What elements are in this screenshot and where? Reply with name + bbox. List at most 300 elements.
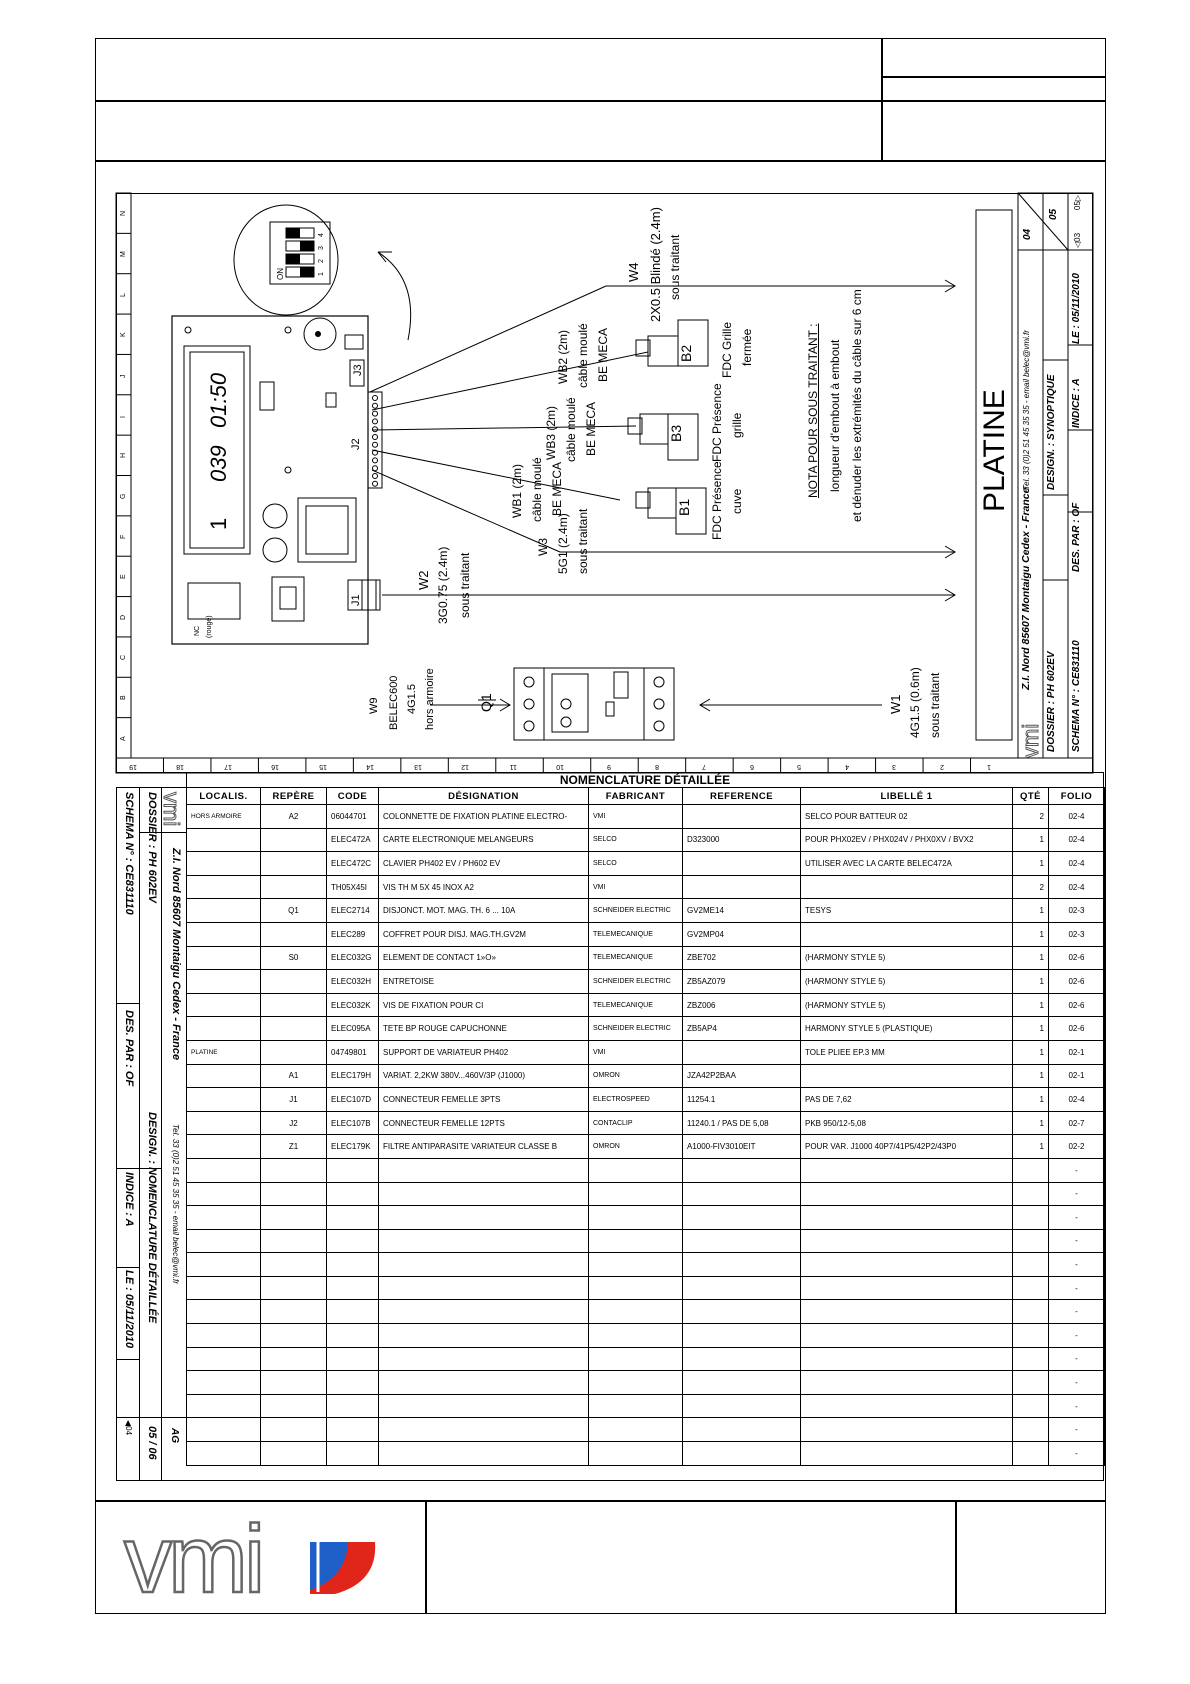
wb3-note: BE MECA bbox=[584, 401, 598, 456]
table-cell bbox=[801, 1229, 1013, 1253]
table-cell bbox=[801, 1418, 1013, 1442]
grid-letter: D bbox=[120, 614, 127, 620]
table-cell bbox=[589, 1418, 683, 1442]
table-cell: HORS ARMOIRE bbox=[187, 805, 261, 829]
table-cell bbox=[683, 1300, 801, 1324]
table-row bbox=[187, 993, 1105, 1017]
table-cell: A1000-FIV3010EIT bbox=[683, 1135, 801, 1159]
table-row bbox=[187, 1135, 1105, 1159]
table-row bbox=[187, 946, 1105, 970]
table-cell: (HARMONY STYLE 5) bbox=[801, 993, 1013, 1017]
table-cell bbox=[801, 875, 1013, 899]
nom-prev: ◀04 bbox=[124, 1420, 133, 1436]
table-cell bbox=[589, 1371, 683, 1395]
table-row bbox=[187, 828, 1105, 852]
table-cell: CARTE ELECTRONIQUE MELANGEURS bbox=[379, 828, 589, 852]
table-row-empty bbox=[187, 1324, 1105, 1348]
table-cell bbox=[379, 1371, 589, 1395]
table-cell: - bbox=[1049, 1371, 1105, 1395]
grid-letter: H bbox=[120, 453, 127, 459]
table-cell bbox=[327, 1158, 379, 1182]
diag-prev: ◁03 bbox=[1073, 232, 1082, 248]
table-cell bbox=[261, 1300, 327, 1324]
column-header: QTÉ bbox=[1013, 788, 1049, 805]
table-cell: (HARMONY STYLE 5) bbox=[801, 946, 1013, 970]
table-cell bbox=[327, 1394, 379, 1418]
table-cell: 1 bbox=[1013, 1111, 1049, 1135]
nc-label: NC bbox=[194, 625, 201, 636]
table-cell bbox=[327, 1229, 379, 1253]
table-cell: - bbox=[1049, 1158, 1105, 1182]
table-cell: ELEC107D bbox=[327, 1088, 379, 1112]
table-cell bbox=[1013, 1347, 1049, 1371]
table-cell bbox=[261, 1324, 327, 1348]
table-cell: ELEC289 bbox=[327, 922, 379, 946]
table-cell bbox=[187, 1064, 261, 1088]
table-cell bbox=[1013, 1206, 1049, 1230]
table-cell: 02-1 bbox=[1049, 1040, 1105, 1064]
grid-number: 2 bbox=[939, 763, 944, 770]
table-cell: OMRON bbox=[589, 1135, 683, 1159]
grid-letter: A bbox=[120, 736, 127, 741]
wb1-name: WB1 (2m) bbox=[510, 464, 524, 518]
table-cell: SUPPORT DE VARIATEUR PH402 bbox=[379, 1040, 589, 1064]
table-cell: PAS DE 7,62 bbox=[801, 1088, 1013, 1112]
table-cell: HARMONY STYLE 5 (PLASTIQUE) bbox=[801, 1017, 1013, 1041]
sensor-b3-l1: FDC Présence bbox=[710, 383, 724, 462]
table-cell bbox=[327, 1253, 379, 1277]
grid-number: 4 bbox=[844, 763, 849, 770]
grid-letter: J bbox=[120, 374, 127, 378]
table-cell: 11254.1 bbox=[683, 1088, 801, 1112]
table-cell bbox=[683, 1394, 801, 1418]
w2-spec: 3G0.75 (2.4m) bbox=[436, 546, 450, 624]
display-line2: 039 bbox=[206, 445, 231, 482]
table-cell bbox=[801, 1158, 1013, 1182]
table-cell: S0 bbox=[261, 946, 327, 970]
diag-schema: SCHEMA N° : CE831110 bbox=[1071, 640, 1082, 752]
table-cell: Z1 bbox=[261, 1135, 327, 1159]
table-cell: 02-3 bbox=[1049, 922, 1105, 946]
table-cell bbox=[261, 1276, 327, 1300]
nom-schema: SCHEMA N° : CE831110 bbox=[123, 792, 135, 915]
w4-name: W4 bbox=[626, 262, 641, 282]
table-cell: 02-2 bbox=[1049, 1135, 1105, 1159]
table-cell: - bbox=[1049, 1300, 1105, 1324]
table-cell: ELEC179K bbox=[327, 1135, 379, 1159]
table-cell: DISJONCT. MOT. MAG. TH. 6 ... 10A bbox=[379, 899, 589, 923]
table-cell: SCHNEIDER ELECTRIC bbox=[589, 899, 683, 923]
wb3-name: WB3 (2m) bbox=[544, 406, 558, 460]
column-header: CODE bbox=[327, 788, 379, 805]
table-cell: GV2ME14 bbox=[683, 899, 801, 923]
table-cell bbox=[187, 970, 261, 994]
table-cell bbox=[589, 1394, 683, 1418]
w9-size: 4G1.5 bbox=[406, 684, 418, 714]
table-cell: VMI bbox=[589, 875, 683, 899]
table-cell bbox=[589, 1324, 683, 1348]
table-cell: 04749801 bbox=[327, 1040, 379, 1064]
table-cell bbox=[327, 1300, 379, 1324]
table-cell: SELCO bbox=[589, 852, 683, 876]
sensor-b3-l2: grille bbox=[730, 412, 744, 438]
table-cell bbox=[1013, 1182, 1049, 1206]
table-row-empty bbox=[187, 1253, 1105, 1277]
table-cell bbox=[187, 875, 261, 899]
grid-number: 18 bbox=[176, 763, 185, 770]
table-cell bbox=[187, 1371, 261, 1395]
dip-number: 1 bbox=[318, 272, 325, 276]
table-cell bbox=[261, 828, 327, 852]
wb1-spec: câble moulé bbox=[530, 457, 544, 522]
nom-tel: Tel. 33 (0)2 51 45 35 35 - email belec@vmi.fr bbox=[171, 1124, 180, 1284]
w1-note: sous traitant bbox=[928, 672, 942, 738]
table-cell bbox=[379, 1253, 589, 1277]
table-cell: TESYS bbox=[801, 899, 1013, 923]
grid-letter: C bbox=[120, 655, 127, 661]
table-cell: 02-6 bbox=[1049, 1017, 1105, 1041]
table-cell bbox=[801, 1064, 1013, 1088]
dip-on-label: ON bbox=[276, 268, 285, 280]
diag-tel: Tel. 33 (0)2 51 45 35 35 - email belec@vmi.fr bbox=[1022, 330, 1031, 490]
sensor-b2-l2: fermée bbox=[740, 328, 754, 366]
table-cell bbox=[187, 1394, 261, 1418]
table-cell: VIS TH M 5X 45 INOX A2 bbox=[379, 875, 589, 899]
table-cell: CONNECTEUR FEMELLE 3PTS bbox=[379, 1088, 589, 1112]
table-cell: ELEMENT DE CONTACT 1»O» bbox=[379, 946, 589, 970]
table-cell bbox=[187, 1300, 261, 1324]
table-cell bbox=[379, 1158, 589, 1182]
table-cell bbox=[187, 1442, 261, 1466]
table-cell bbox=[589, 1229, 683, 1253]
sensor-b2-l1: FDC Grille bbox=[720, 322, 734, 378]
table-cell: ELEC179H bbox=[327, 1064, 379, 1088]
table-cell bbox=[379, 1418, 589, 1442]
w3-note: sous traitant bbox=[576, 508, 590, 574]
table-cell bbox=[379, 1229, 589, 1253]
table-cell bbox=[1013, 1394, 1049, 1418]
table-cell: 1 bbox=[1013, 1017, 1049, 1041]
table-cell: 1 bbox=[1013, 993, 1049, 1017]
grid-number: 12 bbox=[461, 763, 470, 770]
table-cell: VIS DE FIXATION POUR CI bbox=[379, 993, 589, 1017]
table-row-empty bbox=[187, 1158, 1105, 1182]
table-row-empty bbox=[187, 1229, 1105, 1253]
table-cell bbox=[1013, 1418, 1049, 1442]
table-cell: ZB5AZ079 bbox=[683, 970, 801, 994]
table-cell bbox=[261, 970, 327, 994]
table-cell bbox=[187, 1206, 261, 1230]
table-cell bbox=[187, 1158, 261, 1182]
table-cell bbox=[261, 922, 327, 946]
table-row bbox=[187, 1064, 1105, 1088]
table-cell bbox=[187, 1017, 261, 1041]
table-cell bbox=[187, 1418, 261, 1442]
table-cell: - bbox=[1049, 1276, 1105, 1300]
table-cell bbox=[327, 1442, 379, 1466]
nom-vmi-logo: vmi bbox=[159, 792, 184, 827]
table-cell: 1 bbox=[1013, 1088, 1049, 1112]
table-cell: Q1 bbox=[261, 899, 327, 923]
table-cell: 02-6 bbox=[1049, 970, 1105, 994]
table-cell bbox=[801, 1394, 1013, 1418]
table-cell: GV2MP04 bbox=[683, 922, 801, 946]
table-cell bbox=[683, 1229, 801, 1253]
table-cell: SCHNEIDER ELECTRIC bbox=[589, 970, 683, 994]
w9-note: hors armoire bbox=[424, 668, 436, 730]
table-cell bbox=[327, 1347, 379, 1371]
table-cell bbox=[327, 1182, 379, 1206]
table-cell: ELEC032G bbox=[327, 946, 379, 970]
grid-number: 14 bbox=[366, 763, 375, 770]
table-cell: 1 bbox=[1013, 946, 1049, 970]
table-row bbox=[187, 922, 1105, 946]
table-cell bbox=[379, 1324, 589, 1348]
diag-despar: DES. PAR : OF bbox=[1071, 502, 1082, 572]
nom-dossier: DOSSIER : PH 602EV bbox=[146, 792, 158, 903]
table-cell: - bbox=[1049, 1229, 1105, 1253]
nom-le: LE : 05/11/2010 bbox=[123, 1270, 135, 1349]
table-cell: VARIAT. 2,2KW 380V...460V/3P (J1000) bbox=[379, 1064, 589, 1088]
w1-name: W1 bbox=[888, 694, 903, 714]
table-cell: ZB5AP4 bbox=[683, 1017, 801, 1041]
table-cell: - bbox=[1049, 1394, 1105, 1418]
nomenclature-title: NOMENCLATURE DÉTAILLÉE bbox=[186, 772, 1104, 787]
table-cell: - bbox=[1049, 1418, 1105, 1442]
table-cell: TELEMECANIQUE bbox=[589, 993, 683, 1017]
column-header: DÉSIGNATION bbox=[379, 788, 589, 805]
table-row-empty bbox=[187, 1347, 1105, 1371]
diag-total: 05 bbox=[1048, 208, 1059, 220]
table-cell bbox=[801, 922, 1013, 946]
table-cell bbox=[187, 1347, 261, 1371]
display-line3: 01:50 bbox=[206, 372, 231, 428]
table-row-empty bbox=[187, 1394, 1105, 1418]
table-cell: - bbox=[1049, 1324, 1105, 1348]
table-cell bbox=[589, 1182, 683, 1206]
table-cell: TELEMECANIQUE bbox=[589, 946, 683, 970]
table-cell: CLAVIER PH402 EV / PH602 EV bbox=[379, 852, 589, 876]
table-cell bbox=[801, 1300, 1013, 1324]
table-cell bbox=[1013, 1300, 1049, 1324]
nom-ag: AG bbox=[169, 1428, 180, 1443]
table-cell: TETE BP ROUGE CAPUCHONNE bbox=[379, 1017, 589, 1041]
table-cell: PLATINE bbox=[187, 1040, 261, 1064]
table-cell: SELCO POUR BATTEUR 02 bbox=[801, 805, 1013, 829]
column-header: LOCALIS. bbox=[187, 788, 261, 805]
grid-letter: M bbox=[120, 250, 127, 257]
table-cell: COFFRET POUR DISJ. MAG.TH.GV2M bbox=[379, 922, 589, 946]
table-cell bbox=[1013, 1276, 1049, 1300]
grid-number: 5 bbox=[797, 763, 802, 770]
nom-pages: 05 / 06 bbox=[146, 1426, 158, 1460]
table-cell bbox=[683, 805, 801, 829]
table-row-empty bbox=[187, 1182, 1105, 1206]
table-cell: VMI bbox=[589, 805, 683, 829]
diag-address: Z.I. Nord 85607 Montaigu Cedex - France bbox=[1020, 487, 1032, 690]
table-cell: POUR VAR. J1000 40P7/41P5/42P2/43P0 bbox=[801, 1135, 1013, 1159]
nota-line1: longueur d'embout à embout bbox=[828, 339, 842, 492]
table-cell: 02-4 bbox=[1049, 852, 1105, 876]
table-cell: JZA42P2BAA bbox=[683, 1064, 801, 1088]
table-cell: 06044701 bbox=[327, 805, 379, 829]
wb2-spec: câble moulé bbox=[576, 323, 590, 388]
table-cell: 1 bbox=[1013, 899, 1049, 923]
table-cell: D323000 bbox=[683, 828, 801, 852]
table-cell bbox=[187, 1276, 261, 1300]
column-header: FOLIO bbox=[1049, 788, 1105, 805]
table-cell bbox=[379, 1394, 589, 1418]
table-cell bbox=[1013, 1229, 1049, 1253]
table-row-empty bbox=[187, 1300, 1105, 1324]
table-cell bbox=[327, 1276, 379, 1300]
table-cell: SCHNEIDER ELECTRIC bbox=[589, 1017, 683, 1041]
table-cell: ENTRETOISE bbox=[379, 970, 589, 994]
table-row-empty bbox=[187, 1371, 1105, 1395]
table-cell: 02-4 bbox=[1049, 875, 1105, 899]
table-cell bbox=[261, 1371, 327, 1395]
table-cell bbox=[261, 1182, 327, 1206]
table-cell bbox=[261, 1206, 327, 1230]
grid-letter: F bbox=[120, 534, 127, 540]
table-row-empty bbox=[187, 1418, 1105, 1442]
breaker-label: Q1 bbox=[478, 693, 494, 712]
connector-j3: J3 bbox=[352, 364, 364, 376]
w4-note: sous traitant bbox=[668, 234, 682, 300]
grid-letter: L bbox=[120, 292, 127, 297]
table-cell bbox=[589, 1206, 683, 1230]
table-cell bbox=[683, 1253, 801, 1277]
table-cell: CONNECTEUR FEMELLE 12PTS bbox=[379, 1111, 589, 1135]
grid-number: 3 bbox=[892, 763, 897, 770]
nota-line2: et dénuder les extrémités du câble sur 6 cm bbox=[850, 289, 864, 522]
column-header: LIBELLÉ 1 bbox=[801, 788, 1013, 805]
table-cell bbox=[261, 1347, 327, 1371]
diag-page: 04 bbox=[1022, 228, 1033, 240]
table-cell: 02-6 bbox=[1049, 946, 1105, 970]
table-cell bbox=[261, 1158, 327, 1182]
table-cell bbox=[187, 1135, 261, 1159]
sensor-b1-l1: FDC Présence bbox=[710, 461, 724, 540]
table-cell: 1 bbox=[1013, 828, 1049, 852]
table-cell: TOLE PLIEE EP.3 MM bbox=[801, 1040, 1013, 1064]
table-cell: UTILISER AVEC LA CARTE BELEC472A bbox=[801, 852, 1013, 876]
table-cell: A1 bbox=[261, 1064, 327, 1088]
nomenclature-table bbox=[186, 787, 1105, 1466]
nom-address: Z.I. Nord 85607 Montaigu Cedex - France bbox=[170, 848, 182, 1061]
table-cell: POUR PHX02EV / PHX024V / PHX0XV / BVX2 bbox=[801, 828, 1013, 852]
table-cell: ELEC032K bbox=[327, 993, 379, 1017]
grid-number: 17 bbox=[223, 763, 232, 770]
diag-le: LE : 05/11/2010 bbox=[1071, 273, 1082, 344]
table-cell bbox=[187, 946, 261, 970]
table-cell: - bbox=[1049, 1347, 1105, 1371]
table-cell bbox=[187, 1324, 261, 1348]
table-cell bbox=[589, 1300, 683, 1324]
table-cell: ELEC107B bbox=[327, 1111, 379, 1135]
table-cell bbox=[589, 1253, 683, 1277]
table-cell bbox=[187, 1182, 261, 1206]
table-cell bbox=[327, 1418, 379, 1442]
table-cell bbox=[379, 1442, 589, 1466]
table-cell bbox=[801, 1276, 1013, 1300]
grid-number: 1 bbox=[987, 763, 992, 770]
table-cell: 1 bbox=[1013, 1135, 1049, 1159]
table-cell: FILTRE ANTIPARASITE VARIATEUR CLASSE B bbox=[379, 1135, 589, 1159]
display-line1: 1 bbox=[206, 517, 231, 530]
sensor-b1-l2: cuve bbox=[730, 488, 744, 514]
table-cell bbox=[683, 852, 801, 876]
table-cell bbox=[589, 1158, 683, 1182]
table-cell: 02-3 bbox=[1049, 899, 1105, 923]
table-row bbox=[187, 1017, 1105, 1041]
table-cell bbox=[589, 1276, 683, 1300]
diag-vmi-logo: vmi bbox=[1018, 723, 1043, 758]
table-cell: ZBE702 bbox=[683, 946, 801, 970]
table-cell bbox=[261, 1418, 327, 1442]
grid-number: 19 bbox=[128, 763, 137, 770]
table-cell bbox=[683, 1158, 801, 1182]
table-cell: 11240.1 / PAS DE 5,08 bbox=[683, 1111, 801, 1135]
table-cell: OMRON bbox=[589, 1064, 683, 1088]
svg-text:vmi: vmi bbox=[124, 1512, 262, 1602]
table-cell bbox=[801, 1182, 1013, 1206]
table-cell: ELEC472A bbox=[327, 828, 379, 852]
table-row-empty bbox=[187, 1206, 1105, 1230]
table-row bbox=[187, 1111, 1105, 1135]
table-cell: A2 bbox=[261, 805, 327, 829]
table-cell bbox=[379, 1300, 589, 1324]
table-cell bbox=[187, 1111, 261, 1135]
table-cell bbox=[801, 1442, 1013, 1466]
w2-note: sous traitant bbox=[458, 552, 472, 618]
table-cell bbox=[187, 852, 261, 876]
table-cell bbox=[683, 1206, 801, 1230]
table-cell bbox=[683, 1371, 801, 1395]
diag-indice: INDICE : A bbox=[1071, 378, 1082, 428]
nom-despar: DES. PAR : OF bbox=[123, 1010, 135, 1087]
grid-number: 13 bbox=[413, 763, 422, 770]
table-cell: 02-7 bbox=[1049, 1111, 1105, 1135]
column-header: REPÈRE bbox=[261, 788, 327, 805]
table-cell: J2 bbox=[261, 1111, 327, 1135]
grid-number: 15 bbox=[318, 763, 327, 770]
table-cell bbox=[801, 1371, 1013, 1395]
table-cell bbox=[327, 1371, 379, 1395]
table-cell: 02-6 bbox=[1049, 993, 1105, 1017]
table-cell: 2 bbox=[1013, 875, 1049, 899]
table-cell bbox=[187, 1229, 261, 1253]
diag-next: 05▷ bbox=[1073, 194, 1082, 210]
table-cell bbox=[261, 1394, 327, 1418]
table-cell bbox=[261, 1253, 327, 1277]
nomenclature-header-row bbox=[187, 788, 1105, 805]
connector-j1: J1 bbox=[350, 594, 362, 606]
table-cell bbox=[1013, 1442, 1049, 1466]
table-cell bbox=[261, 993, 327, 1017]
column-header: FABRICANT bbox=[589, 788, 683, 805]
table-cell bbox=[187, 922, 261, 946]
grid-number: 11 bbox=[509, 763, 517, 770]
grid-number: 10 bbox=[556, 763, 564, 770]
table-cell bbox=[261, 875, 327, 899]
grid-letter: E bbox=[120, 574, 127, 580]
w4-spec: 2X0.5 Blindé (2.4m) bbox=[648, 207, 663, 322]
diag-dossier: DOSSIER : PH 602EV bbox=[1046, 651, 1057, 752]
table-cell: COLONNETTE DE FIXATION PLATINE ELECTRO- bbox=[379, 805, 589, 829]
table-cell: J1 bbox=[261, 1088, 327, 1112]
table-cell bbox=[683, 1276, 801, 1300]
